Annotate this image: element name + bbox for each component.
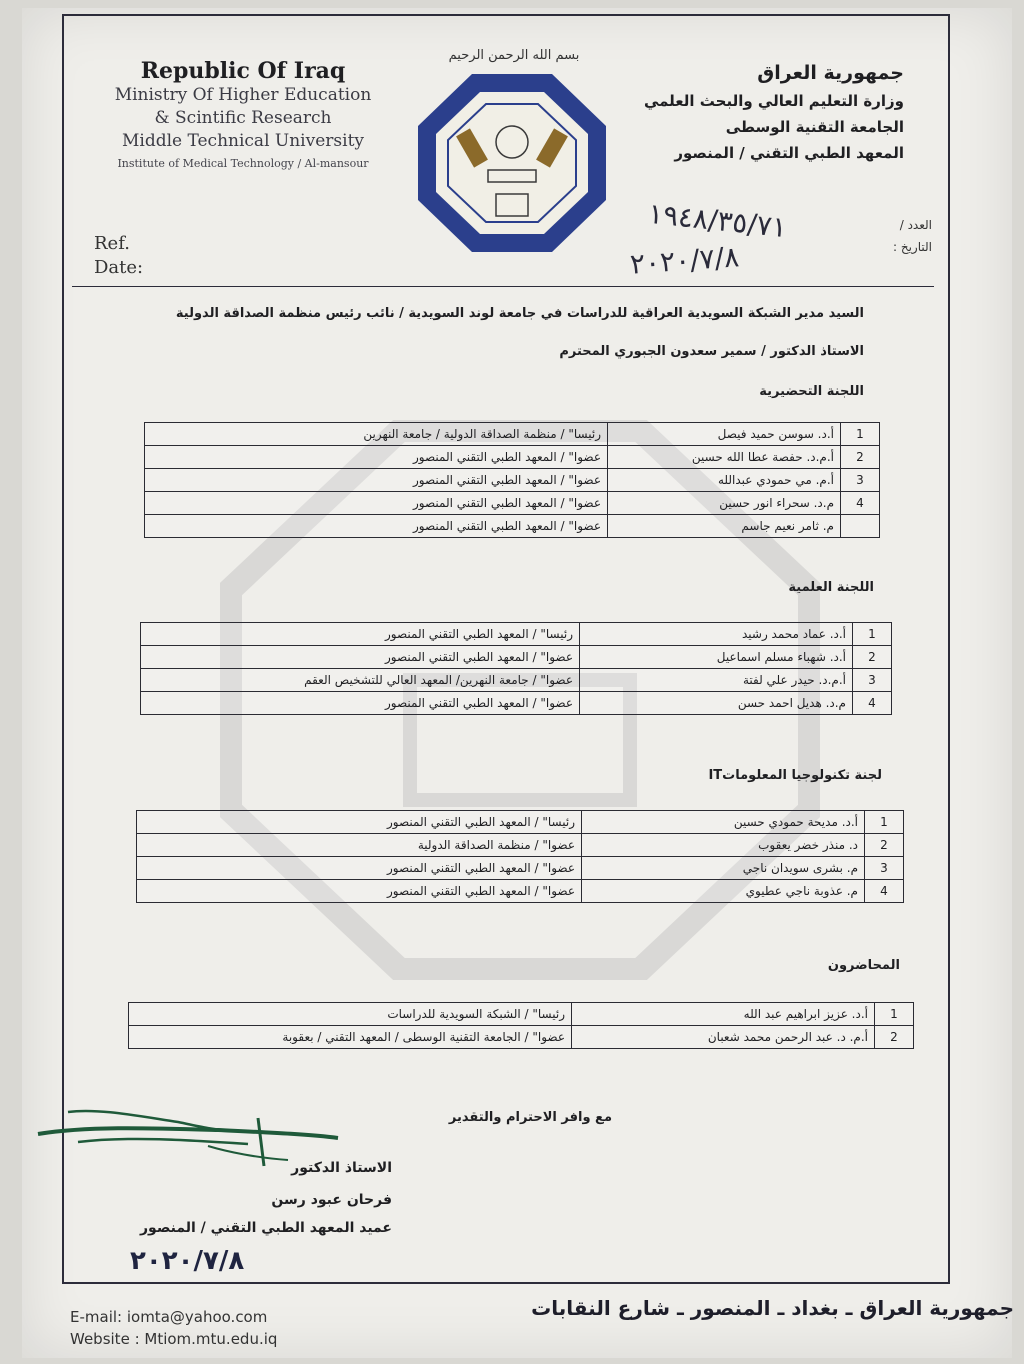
member-name: م.د. هديل احمد حسن [580, 692, 853, 715]
row-number: 4 [841, 492, 880, 515]
ministry-ar: وزارة التعليم العالي والبحث العلمي [643, 92, 904, 110]
member-role: عضوا" / جامعة النهرين/ المعهد العالي للتشخيص العقم [141, 669, 580, 692]
table-row [129, 1026, 914, 1049]
row-number: 3 [865, 857, 904, 880]
table-row [141, 646, 892, 669]
member-role: عضوا" / المعهد الطبي التقني المنصور [137, 880, 582, 903]
institute-en: Institute of Medical Technology / Al-mansour [117, 157, 369, 170]
footer-email: E-mail: iomta@yahoo.com [70, 1308, 268, 1326]
university-ar: الجامعة التقنية الوسطى [725, 118, 904, 136]
basmala: بسم الله الرحمن الرحيم [448, 48, 580, 63]
row-number: 3 [841, 469, 880, 492]
header-divider [72, 286, 934, 287]
signatory-position: عميد المعهد الطبي التقني / المنصور [140, 1220, 392, 1236]
row-number: 2 [875, 1026, 914, 1049]
member-name: أ.د. عزيز ابراهيم عبد الله [572, 1003, 875, 1026]
row-number: 2 [841, 446, 880, 469]
table-row [137, 880, 904, 903]
table-row [137, 857, 904, 880]
member-name: م. بشرى سويدان ناجي [582, 857, 865, 880]
republic-title-en: Republic Of Iraq [140, 58, 346, 84]
signature-date: ٢٠٢٠/٧/٨ [130, 1246, 245, 1276]
member-name: م. ثامر نعيم جاسم [608, 515, 841, 538]
member-role: عضوا" / الجامعة التقنية الوسطى / المعهد التقني / بعقوبة [129, 1026, 572, 1049]
recipient-line-1: السيد مدير الشبكة السويدية العراقية للدراسات في جامعة لوند السويدية / نائب رئيس منظمة الصداقة الدولية [175, 306, 864, 321]
handwritten-number: ١٩٤٨/٣٥/٧١ [646, 196, 789, 245]
member-name: أ.م. د. عبد الرحمن محمد شعبان [572, 1026, 875, 1049]
number-label-ar: العدد / [899, 218, 932, 232]
section-title-scientific: اللجنة العلمية [788, 580, 874, 595]
section-title-lecturers: المحاضرون [827, 958, 900, 973]
member-name: أ.د. سوسن حميد فيصل [608, 423, 841, 446]
table-row [145, 469, 880, 492]
table-row [137, 834, 904, 857]
member-name: أ.م.د. حفصة عطا الله حسين [608, 446, 841, 469]
arabic-header [604, 62, 904, 166]
member-role: رئيسا" / الشبكة السويدية للدراسات [129, 1003, 572, 1026]
member-role: عضوا" / المعهد الطبي التقني المنصور [137, 857, 582, 880]
member-role: رئيسا" / منظمة الصداقة الدولية / جامعة النهرين [145, 423, 608, 446]
member-role: عضوا" / المعهد الطبي التقني المنصور [141, 646, 580, 669]
member-name: م.د. سحراء انور حسين [608, 492, 841, 515]
footer-contact [70, 1306, 277, 1350]
table-row [145, 423, 880, 446]
table-row [141, 692, 892, 715]
row-number: 1 [875, 1003, 914, 1026]
signatory-title: الاستاذ الدكتور [291, 1160, 392, 1176]
number-date-labels [893, 214, 932, 258]
row-number: 2 [865, 834, 904, 857]
signatory-name: فرحان عبود رسن [271, 1192, 392, 1208]
member-name: أ.د. عماد محمد رشيد [580, 623, 853, 646]
section-title-preparatory: اللجنة التحضيرية [759, 384, 864, 399]
member-name: أ.م.د. حيدر علي لفتة [580, 669, 853, 692]
table-row [141, 623, 892, 646]
row-number: 1 [853, 623, 892, 646]
member-name: م. عذوبة ناجي عطيوي [582, 880, 865, 903]
row-number: 3 [853, 669, 892, 692]
member-role: عضوا" / المعهد الطبي التقني المنصور [145, 446, 608, 469]
member-name: د. منذر خضر يعقوب [582, 834, 865, 857]
member-name: أ.د. مديحة حمودي حسين [582, 811, 865, 834]
row-number: 1 [841, 423, 880, 446]
institute-ar: المعهد الطبي التقني / المنصور [674, 144, 904, 162]
table-row [145, 446, 880, 469]
date-label-ar: التاريخ : [892, 240, 932, 254]
row-number: 4 [853, 692, 892, 715]
member-name: أ.د. شهباء مسلم اسماعيل [580, 646, 853, 669]
handwritten-date: ٢٠٢٠/٧/٨ [628, 240, 741, 281]
scientific-committee-table [140, 622, 892, 715]
member-role: عضوا" / المعهد الطبي التقني المنصور [145, 492, 608, 515]
member-role: عضوا" / منظمة الصداقة الدولية [137, 834, 582, 857]
row-number: 4 [865, 880, 904, 903]
member-role: رئيسا" / المعهد الطبي التقني المنصور [137, 811, 582, 834]
member-name: أ.م. مي حمودي عبدالله [608, 469, 841, 492]
closing-greeting: مع وافر الاحترام والتقدير [448, 1110, 612, 1125]
ministry-en-2: & Scintific Research [154, 108, 332, 128]
table-row [137, 811, 904, 834]
ref-date-block [94, 232, 143, 280]
member-role: عضوا" / المعهد الطبي التقني المنصور [145, 469, 608, 492]
university-en: Middle Technical University [121, 131, 365, 151]
footer-address: جمهورية العراق ـ بغداد ـ المنصور ـ شارع النقابات [531, 1296, 1014, 1320]
preparatory-committee-table [144, 422, 880, 538]
footer-website: Website : Mtiom.mtu.edu.iq [70, 1330, 278, 1348]
table-row [145, 515, 880, 538]
ministry-en-1: Ministry Of Higher Education [114, 85, 372, 105]
member-role: عضوا" / المعهد الطبي التقني المنصور [141, 692, 580, 715]
table-row [141, 669, 892, 692]
member-role: رئيسا" / المعهد الطبي التقني المنصور [141, 623, 580, 646]
row-number: 2 [853, 646, 892, 669]
table-row [145, 492, 880, 515]
recipient-line-2: الاستاذ الدكتور / سمير سعدون الجبوري المحترم [559, 344, 864, 359]
table-row [129, 1003, 914, 1026]
republic-title-ar: جمهورية العراق [757, 62, 904, 84]
row-number [841, 515, 880, 538]
it-committee-table [136, 810, 904, 903]
member-role: عضوا" / المعهد الطبي التقني المنصور [145, 515, 608, 538]
row-number: 1 [865, 811, 904, 834]
ref-label: Ref. [94, 233, 130, 254]
lecturers-table [128, 1002, 914, 1049]
institute-logo [414, 70, 610, 256]
section-title-it: لجنة تكنولوجيا المعلوماتIT [708, 768, 882, 783]
english-header [88, 58, 398, 170]
date-label: Date: [94, 257, 144, 278]
